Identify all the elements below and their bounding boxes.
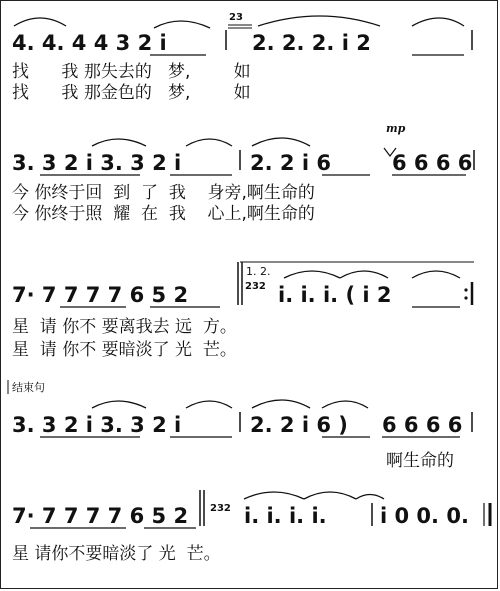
lyric-line: 今 你终于照 耀 在 我 心上,啊生命的 <box>12 204 315 224</box>
slur <box>356 495 384 500</box>
row-3-notes-measure-1: 7· 7 7 7 7 6 5 2 <box>12 283 189 307</box>
repeat-dot <box>464 296 467 299</box>
slur <box>304 492 356 499</box>
slur <box>252 400 310 408</box>
dynamic-marking: mp <box>386 122 406 135</box>
ending-marks: 1. 2. <box>246 265 271 278</box>
row-2-notation <box>12 122 474 175</box>
row-5-notation <box>12 490 490 528</box>
row-1-grace-notes: 23 <box>229 12 243 23</box>
slur <box>412 271 460 278</box>
lyric-line: 啊生命的 <box>386 451 454 471</box>
slur <box>186 401 232 408</box>
slur <box>258 16 380 26</box>
slur <box>186 139 232 146</box>
row-2-notes-measure-1: 3. 3 2 i 3. 3 2 i <box>12 151 182 175</box>
slur <box>412 18 464 26</box>
row-5-grace-notes: 232 <box>210 503 231 514</box>
row-3-notes-measure-2: i. i. i. ( i 2 <box>278 283 392 307</box>
slur <box>92 401 146 408</box>
row-2-notes-measure-2: 2. 2 i 6 <box>250 151 331 175</box>
row-1-notation <box>12 12 472 55</box>
row-5-notes-tied: i. i. i. i. <box>244 504 327 528</box>
row-5-notes-measure-1: 7· 7 7 7 7 6 5 2 <box>12 504 189 528</box>
slur <box>92 139 146 146</box>
slur <box>244 492 304 499</box>
row-4-notation <box>8 380 472 437</box>
repeat-dot <box>464 288 467 291</box>
coda-label: 结束句 <box>12 381 45 394</box>
row-2-notes-pickup: 6 6 6 6 <box>392 151 473 175</box>
lyric-line: 星 请 你不 要暗淡了 光 芒。 <box>12 340 237 360</box>
row-4-notes-measure-1: 3. 3 2 i 3. 3 2 i <box>12 413 182 437</box>
row-3-grace-notes: 232 <box>245 281 266 292</box>
lyric-line: 星 请你不要暗淡了 光 芒。 <box>12 544 221 564</box>
lyric-line: 找 我 那金色的 梦, 如 <box>12 83 251 103</box>
lyric-line: 今 你终于回 到 了 我 身旁,啊生命的 <box>12 183 315 203</box>
row-3-notation <box>12 262 474 307</box>
row-1-notes-measure-1: 4. 4. 4 4 3 2 i <box>12 31 167 55</box>
slur <box>154 21 210 28</box>
lyric-line: 星 请 你不 要离我去 远 方。 <box>12 317 237 337</box>
slur <box>14 18 66 26</box>
slur <box>322 401 368 408</box>
lyric-line: 找 我 那失去的 梦, 如 <box>12 62 251 82</box>
slur <box>252 138 310 146</box>
row-5-notes-final: i 0 0. 0. <box>380 504 469 528</box>
slur <box>284 271 340 278</box>
row-4-notes-pickup: 6 6 6 6 <box>382 413 463 437</box>
slur <box>340 271 388 278</box>
row-1-notes-measure-2: 2. 2. 2. i 2 <box>252 31 371 55</box>
row-4-notes-measure-2: 2. 2 i 6 ) <box>250 413 348 437</box>
